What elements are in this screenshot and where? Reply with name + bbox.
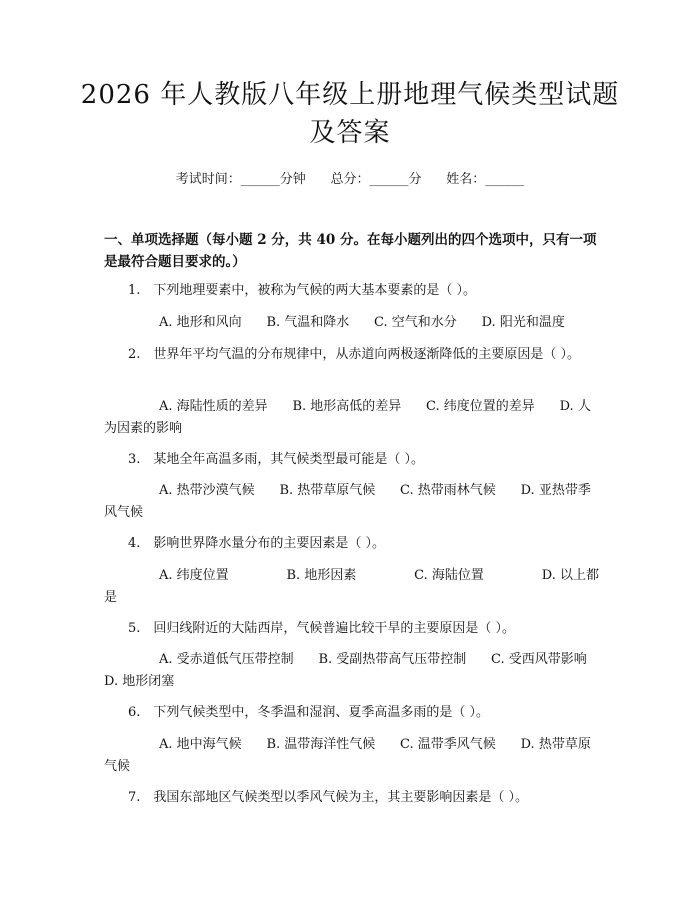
question-4-options: A. 纬度位置 B. 地形因素 C. 海陆位置 D. 以上都是 xyxy=(104,568,600,605)
question-3-options: A. 热带沙漠气候 B. 热带草原气候 C. 热带雨林气候 D. 亚热带季风气候 xyxy=(104,483,591,520)
section-heading: 一、单项选择题（每小题 2 分，共 40 分。在每小题列出的四个选项中，只有一项是最符合题目要求的。） xyxy=(104,232,597,270)
question-6-options: A. 地中海气候 B. 温带海洋性气候 C. 温带季风气候 D. 热带草原气候 xyxy=(104,737,591,774)
question-1: 1. 下列地理要素中，被称为气候的两大基本要素的是（ ）。 xyxy=(128,283,477,298)
question-5-options: A. 受赤道低气压带控制 B. 受副热带高气压带控制 C. 受西风带影响 D. 地形闭塞 xyxy=(104,652,612,689)
question-4: 4. 影响世界降水量分布的主要因素是（ ）。 xyxy=(128,536,386,551)
exam-info-line: 考试时间：______分钟 总分：______分 姓名：______ xyxy=(175,172,525,187)
question-7: 7. 我国东部地区气候类型以季风气候为主，其主要影响因素是（ ）。 xyxy=(128,790,529,805)
question-3: 3. 某地全年高温多雨，其气候类型最可能是（ ）。 xyxy=(128,452,425,467)
document-title-line-2: 及答案 xyxy=(309,118,391,148)
question-2: 2. 世界年平均气温的分布规律中，从赤道向两极逐渐降低的主要原因是（ ）。 xyxy=(128,347,581,362)
document-title-line-1: 2026 年人教版八年级上册地理气候类型试题 xyxy=(80,80,620,110)
question-5: 5. 回归线附近的大陆西岸，气候普遍比较干旱的主要原因是（ ）。 xyxy=(128,621,516,636)
question-2-options: A. 海陆性质的差异 B. 地形高低的差异 C. 纬度位置的差异 D. 人为因素的影响 xyxy=(104,399,591,436)
question-6: 6. 下列气候类型中，冬季温和湿润、夏季高温多雨的是（ ）。 xyxy=(128,705,490,720)
question-1-options: A. 地形和风向 B. 气温和降水 C. 空气和水分 D. 阳光和温度 xyxy=(159,315,565,330)
